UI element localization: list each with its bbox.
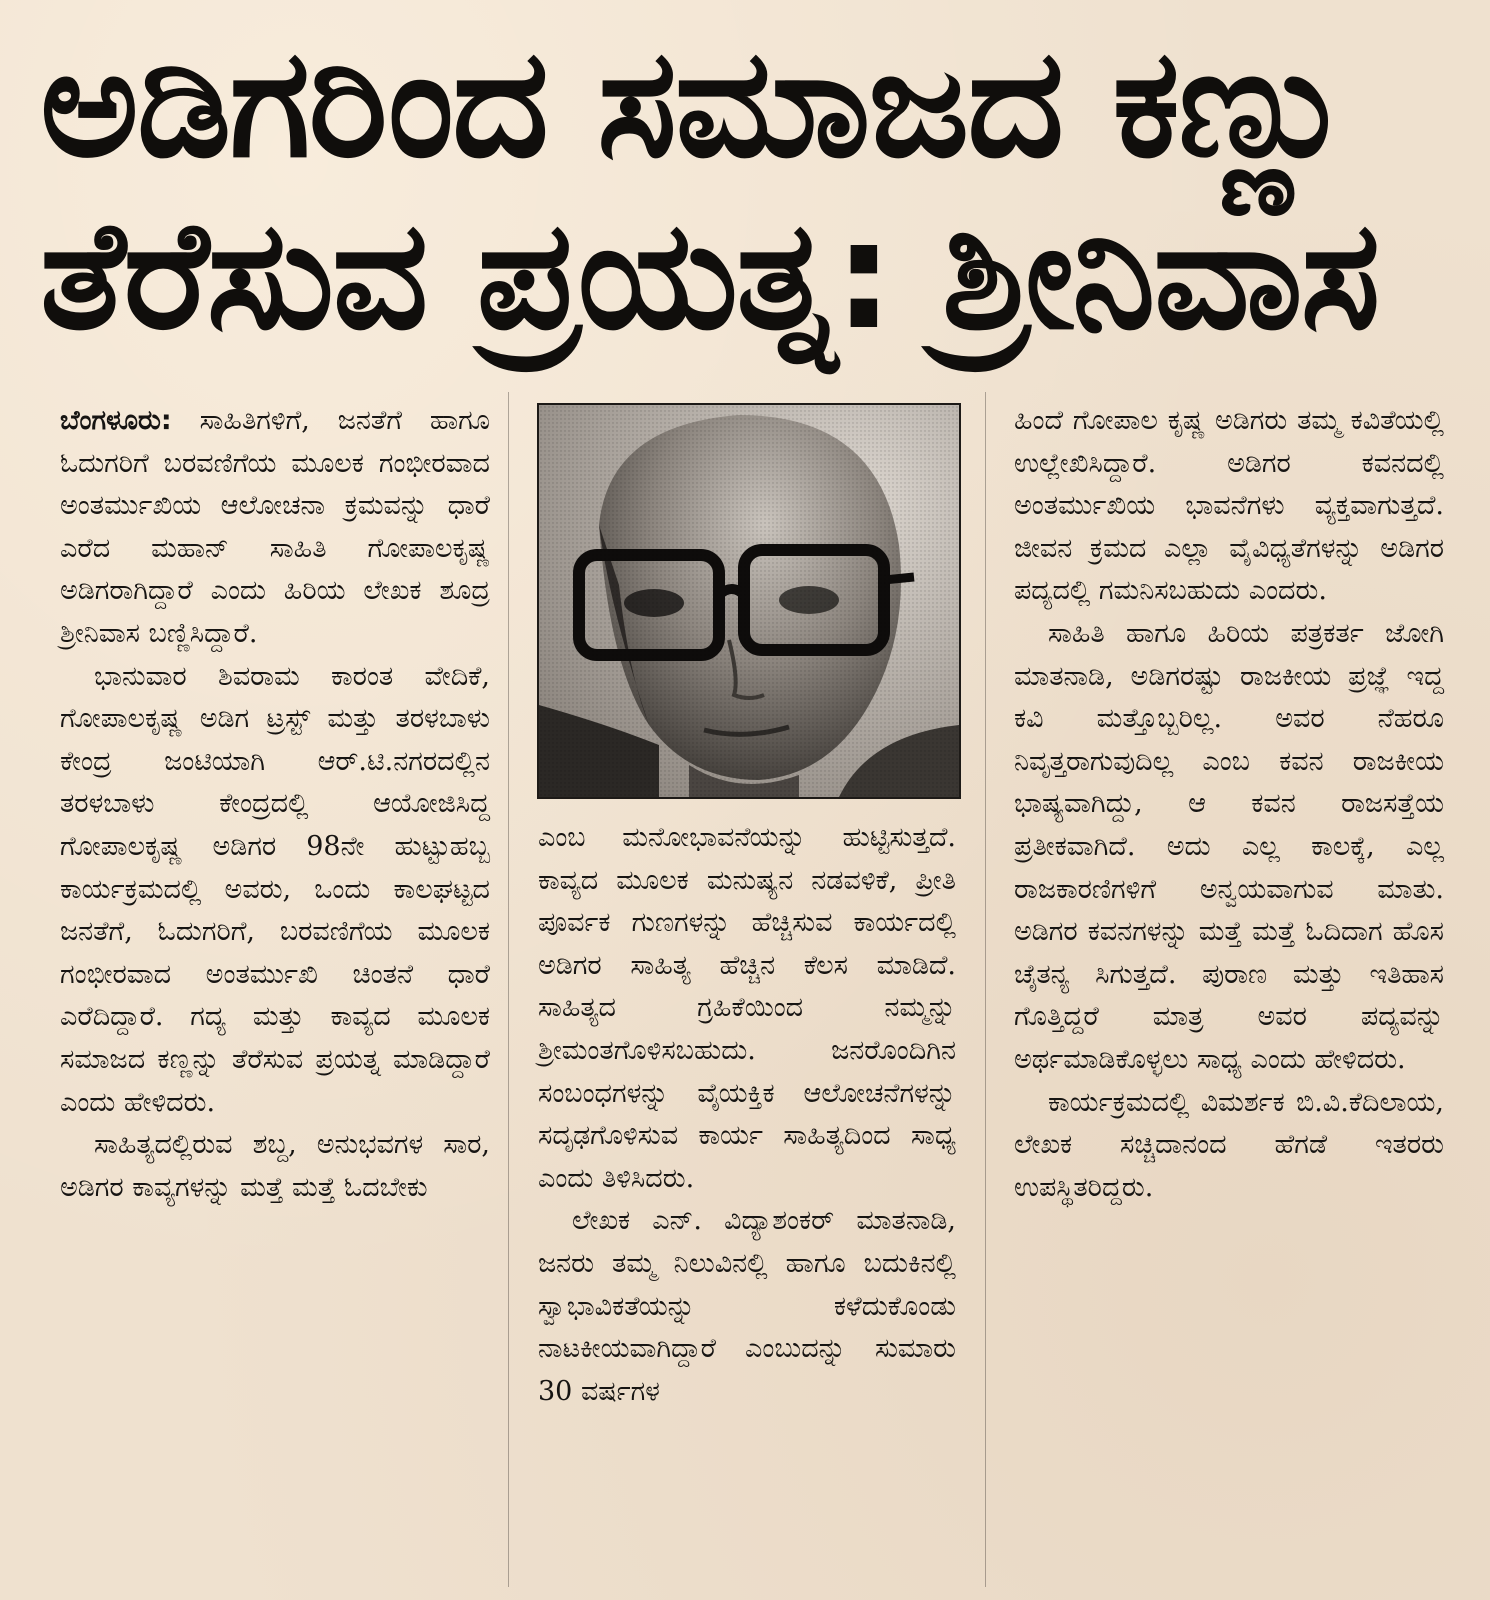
portrait-photo <box>537 403 961 799</box>
portrait-image <box>539 405 959 797</box>
article-column-2 <box>538 817 956 1413</box>
paragraph: ಎಂಬ ಮನೋಭಾವನೆಯನ್ನು ಹುಟ್ಟಿಸುತ್ತದೆ. ಕಾವ್ಯದ ಮೂಲಕ ಮನುಷ್ಯನ ನಡವಳಿಕೆ, ಪ್ರೀತಿ ಪೂರ್ವಕ ಗುಣಗಳನ್ನು ಹೆಚ್ಚಿಸುವ ಕಾರ್ಯದಲ್ಲಿ ಅಡಿಗರ ಸಾಹಿತ್ಯ ಹೆಚ್ಚಿನ ಕೆಲಸ ಮಾಡಿದೆ. ಸಾಹಿತ್ಯದ ಗ್ರಹಿಕೆಯಿಂದ ನಮ್ಮನ್ನು ಶ್ರೀಮಂತಗೊಳಿಸಬಹುದು. ಜನರೊಂದಿಗಿನ ಸಂಬಂಧಗಳನ್ನು ವೈಯಕ್ತಿಕ ಆಲೋಚನೆಗಳನ್ನು ಸದೃಢಗೊಳಿಸುವ ಕಾರ್ಯ ಸಾಹಿತ್ಯದಿಂದ ಸಾಧ್ಯ ಎಂದು ತಿಳಿಸಿದರು. <box>538 822 956 1194</box>
dateline: ಬೆಂಗಳೂರು: <box>60 405 172 436</box>
paragraph: ಲೇಖಕ ಎನ್. ವಿದ್ಯಾಶಂಕರ್ ಮಾತನಾಡಿ, ಜನರು ತಮ್ಮ ನಿಲುವಿನಲ್ಲಿ ಹಾಗೂ ಬದುಕಿನಲ್ಲಿ ಸ್ವಾಭಾವಿಕತೆಯನ್ನು ಕಳೆದುಕೊಂಡು ನಾಟಕೀಯವಾಗಿದ್ದಾರೆ ಎಂಬುದನ್ನು ಸುಮಾರು 30 ವರ್ಷಗಳ <box>538 1205 956 1407</box>
paragraph: ಸಾಹಿತಿ ಹಾಗೂ ಹಿರಿಯ ಪತ್ರಕರ್ತ ಜೋಗಿ ಮಾತನಾಡಿ, ಅಡಿಗರಷ್ಟು ರಾಜಕೀಯ ಪ್ರಜ್ಞೆ ಇದ್ದ ಕವಿ ಮತ್ತೊಬ್ಬರಿಲ್ಲ. ಅವರ ನೆಹರೂ ನಿವೃತ್ತರಾಗುವುದಿಲ್ಲ ಎಂಬ ಕವನ ರಾಜಕೀಯ ಭಾಷ್ಯವಾಗಿದ್ದು, ಆ ಕವನ ರಾಜಸತ್ತೆಯ ಪ್ರತೀಕವಾಗಿದೆ. ಅದು ಎಲ್ಲ ಕಾಲಕ್ಕೆ, ಎಲ್ಲ ರಾಜಕಾರಣಿಗಳಿಗೆ ಅನ್ವಯವಾಗುವ ಮಾತು. ಅಡಿಗರ ಕವನಗಳನ್ನು ಮತ್ತೆ ಮತ್ತೆ ಓದಿದಾಗ ಹೊಸ ಚೈತನ್ಯ ಸಿಗುತ್ತದೆ. ಪುರಾಣ ಮತ್ತು ಇತಿಹಾಸ ಗೊತ್ತಿದ್ದರೆ ಮಾತ್ರ ಅವರ ಪದ್ಯವನ್ನು ಅರ್ಥಮಾಡಿಕೊಳ್ಳಲು ಸಾಧ್ಯ ಎಂದು ಹೇಳಿದರು. <box>1014 617 1444 1075</box>
column-rule-left <box>508 392 509 1587</box>
paragraph <box>60 400 490 656</box>
column-rule-right <box>985 392 986 1587</box>
headline-line-1: ಅಡಿಗರಿಂದ ಸಮಾಜದ ಕಣ್ಣು <box>40 17 1352 191</box>
article-column-3 <box>1014 400 1444 1209</box>
paragraph: ಸಾಹಿತ್ಯದಲ್ಲಿರುವ ಶಬ್ದ, ಅನುಭವಗಳ ಸಾರ, ಅಡಿಗರ ಕಾವ್ಯಗಳನ್ನು ಮತ್ತೆ ಮತ್ತೆ ಓದಬೇಕು <box>60 1129 490 1203</box>
paragraph: ಭಾನುವಾರ ಶಿವರಾಮ ಕಾರಂತ ವೇದಿಕೆ, ಗೋಪಾಲಕೃಷ್ಣ ಅಡಿಗ ಟ್ರಸ್ಟ್ ಮತ್ತು ತರಳಬಾಳು ಕೇಂದ್ರ ಜಂಟಿಯಾಗಿ ಆರ್.ಟಿ.ನಗರದಲ್ಲಿನ ತರಳಬಾಳು ಕೇಂದ್ರದಲ್ಲಿ ಆಯೋಜಿಸಿದ್ದ ಗೋಪಾಲಕೃಷ್ಣ ಅಡಿಗರ 98ನೇ ಹುಟ್ಟುಹಬ್ಬ ಕಾರ್ಯಕ್ರಮದಲ್ಲಿ ಅವರು, ಒಂದು ಕಾಲಘಟ್ಟದ ಜನತೆಗೆ, ಓದುಗರಿಗೆ, ಬರವಣಿಗೆಯ ಮೂಲಕ ಗಂಭೀರವಾದ ಅಂತರ್ಮುಖಿ ಚಿಂತನೆ ಧಾರೆ ಎರೆದಿದ್ದಾರೆ. ಗದ್ಯ ಮತ್ತು ಕಾವ್ಯದ ಮೂಲಕ ಸಮಾಜದ ಕಣ್ಣನ್ನು ತೆರೆಸುವ ಪ್ರಯತ್ನ ಮಾಡಿದ್ದಾರೆ ಎಂದು ಹೇಳಿದರು. <box>60 660 490 1118</box>
article-column-1 <box>60 400 490 1209</box>
headline <box>40 18 1460 362</box>
paragraph: ಹಿಂದೆ ಗೋಪಾಲ ಕೃಷ್ಣ ಅಡಿಗರು ತಮ್ಮ ಕವಿತೆಯಲ್ಲಿ ಉಲ್ಲೇಖಿಸಿದ್ದಾರೆ. ಅಡಿಗರ ಕವನದಲ್ಲಿ ಅಂತರ್ಮುಖಿಯ ಭಾವನೆಗಳು ವ್ಯಕ್ತವಾಗುತ್ತದೆ. ಜೀವನ ಕ್ರಮದ ಎಲ್ಲಾ ವೈವಿಧ್ಯತೆಗಳನ್ನು ಅಡಿಗರ ಪದ್ಯದಲ್ಲಿ ಗಮನಿಸಬಹುದು ಎಂದರು. <box>1014 405 1444 607</box>
headline-line-2: ತೆರೆಸುವ ಪ್ರಯತ್ನ: ಶ್ರೀನಿವಾಸ <box>40 189 1379 363</box>
paragraph: ಕಾರ್ಯಕ್ರಮದಲ್ಲಿ ವಿಮರ್ಶಕ ಬಿ.ವಿ.ಕೆದಿಲಾಯ, ಲೇಖಕ ಸಚ್ಚಿದಾನಂದ ಹೆಗಡೆ ಇತರರು ಉಪಸ್ಥಿತರಿದ್ದರು. <box>1014 1086 1444 1203</box>
paragraph-text: ಸಾಹಿತಿಗಳಿಗೆ, ಜನತೆಗೆ ಹಾಗೂ ಓದುಗರಿಗೆ ಬರವಣಿಗೆಯ ಮೂಲಕ ಗಂಭೀರವಾದ ಅಂತರ್ಮುಖಿಯ ಆಲೋಚನಾ ಕ್ರಮವನ್ನು ಧಾರೆ ಎರೆದ ಮಹಾನ್ ಸಾಹಿತಿ ಗೋಪಾಲಕೃಷ್ಣ ಅಡಿಗರಾಗಿದ್ದಾರೆ ಎಂದು ಹಿರಿಯ ಲೇಖಕ ಶೂದ್ರ ಶ್ರೀನಿವಾಸ ಬಣ್ಣಿಸಿದ್ದಾರೆ. <box>60 405 490 649</box>
